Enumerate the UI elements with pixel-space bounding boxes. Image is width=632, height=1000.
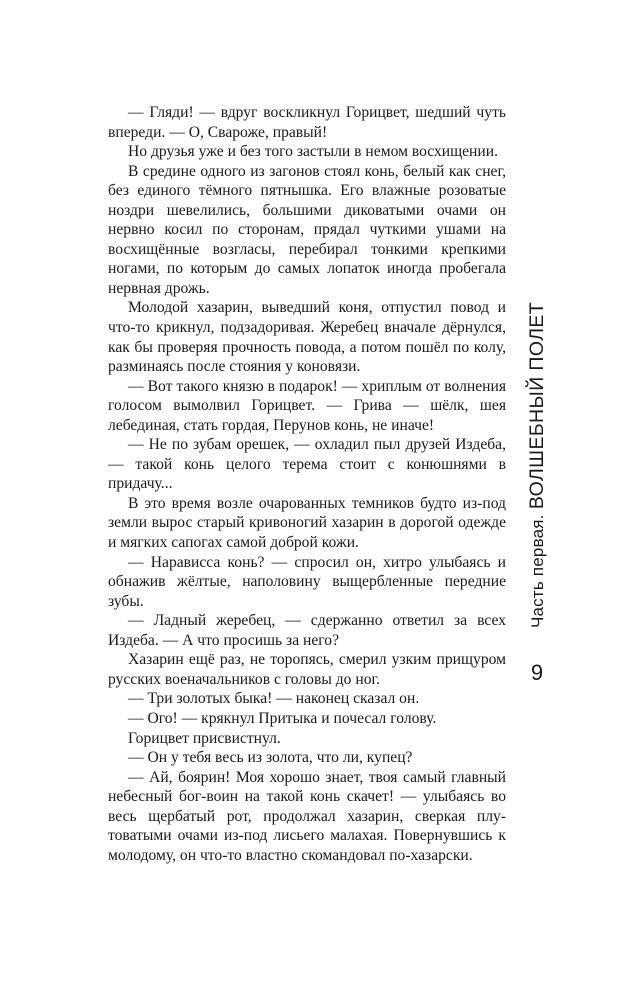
page-number: 9: [530, 660, 544, 685]
paragraph: — Он у тебя весь из золота, что ли, купец?: [128, 749, 413, 767]
header-part: Часть первая.: [528, 514, 547, 628]
paragraph: Горицвет присвистнул.: [128, 729, 281, 747]
paragraph: Хазарин ещё раз, не торопясь, смерил узким прищуром русских военачальников с головы до ног.: [108, 651, 506, 688]
main-text: [108, 103, 506, 865]
paragraph: — Нарависса конь? — спросил он, хитро улыбаясь и обнажив жёлтые, наполовину выщербленные передние зубы.: [108, 553, 506, 610]
paragraph: — Гляди! — вдруг воскликнул Горицвет, шедший чуть впереди. — О, Свароже, правый!: [108, 104, 506, 141]
paragraph: Молодой хазарин, выведший коня, отпустил повод и что-то крикнул, подзадоривая. Жеребец вначале дёрнулся, как бы проверяя прочность повода, а потом пошёл по колу, разминаясь после стояния у коновязи.: [108, 299, 506, 376]
paragraph: — Вот такого князю в подарок! — хриплым от волнения голосом вымолвил Горицвет. — Грива — шёлк, шея лебединая, стать гордая, Перунов конь, не иначе!: [108, 377, 506, 434]
paragraph: — Три золотых быка! — наконец сказал он.: [128, 690, 420, 708]
paragraph: В средине одного из загонов стоял конь, белый как снег, без единого тёмного пятнышка. Его влажные розоватые ноздри шевелились, большими диковатыми очами он нервно косил по сторонам, прядал чуткими ушами на восхищённые возгласы, перебирал тонкими крепкими ногами, по которым до самых лопаток иногда пробегала нервная дрожь.: [108, 162, 506, 297]
paragraph: — Ого! — крякнул Притыка и почесал голову.: [128, 709, 437, 727]
running-header: [524, 301, 550, 628]
paragraph: Но друзья уже и без того застыли в немом восхищении.: [128, 143, 498, 161]
paragraph: — Ай, боярин! Моя хорошо знает, твоя самый главный небесный бог-воин на такой конь скачет! — улыбаясь во весь щербатый рот, продолжал хазарин, сверкая плутоватыми очами из-под лисьего малахая. Повернувшись к молодому, он что-то властно скомандовал по-хазарски.: [108, 768, 506, 864]
paragraph: В это время возле очарованных темников будто из-под земли вырос старый кривоногий хазарин в дорогой одежде и мягких сапогах самой доброй кожи.: [108, 494, 506, 552]
paragraph: — Не по зубам орешек, — охладил пыл друзей Издеба, — такой конь целого терема стоит с конюшнями в придачу...: [108, 436, 506, 493]
header-title: ВОЛШЕБНЫЙ ПОЛЕТ: [526, 301, 548, 510]
paragraph: — Ладный жеребец, — сдержанно ответил за всех Издеба. — А что просишь за него?: [108, 612, 506, 649]
